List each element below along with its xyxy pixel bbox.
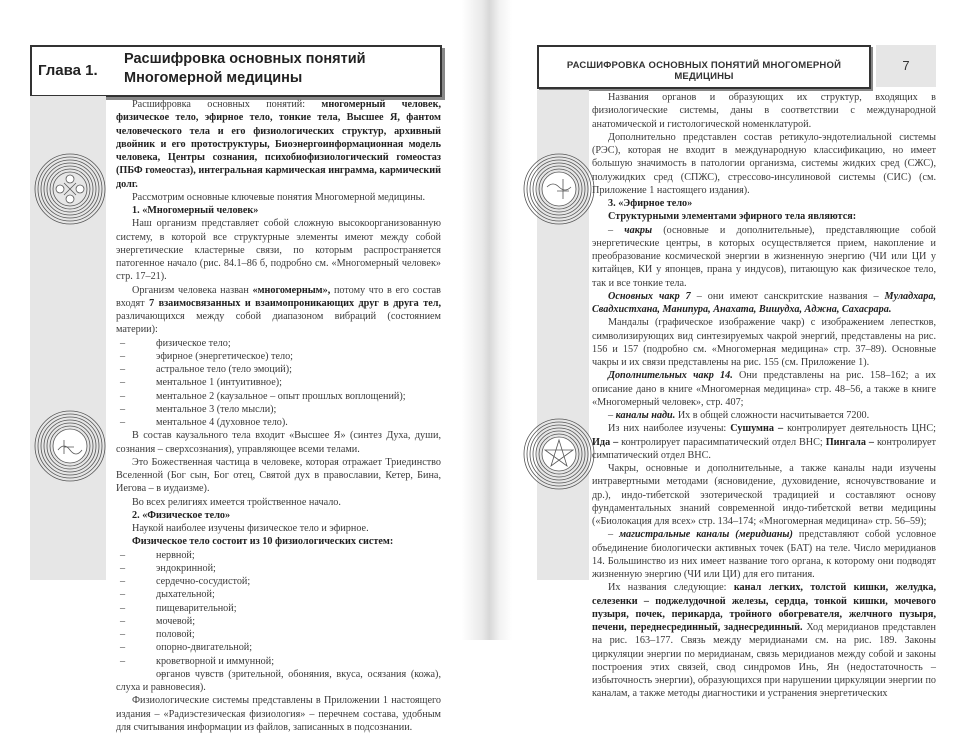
- text-run: Дополнительных чакр 14.: [608, 370, 733, 382]
- text-run: Сушумна –: [730, 423, 784, 435]
- text-run: пищеварительной;: [156, 602, 237, 614]
- text-run: ментальное 4 (духовное тело).: [156, 417, 288, 428]
- text-run: Они представлены на рис. 158–162; а их описание дано в книге «Многомерная медицина» стр. 48–56, а также в книге «Многомерный человек», стр. 407;: [592, 370, 936, 408]
- text-run: Это Божественная частица в человеке, которая отражает Триединство Вселенной (Бог сын, Бог отец, Святой дух в православии, Кетер, Бина, Иегова – в иудаизме).: [116, 456, 441, 495]
- text-run: Из них наиболее изучены:: [608, 423, 731, 435]
- text-run: Ида –: [592, 436, 619, 448]
- text-run: органов чувств (зрительной, обоняния, вкуса, осязания (кожа), слуха и равновесия).: [116, 668, 441, 693]
- text-run: сердечно-сосудистой;: [156, 576, 251, 587]
- paragraph: [116, 191, 441, 204]
- text-run: магистральные каналы (меридианы): [619, 529, 793, 541]
- paragraph: [592, 316, 936, 369]
- text-run: Рассмотрим основные ключевые понятия Многомерной медицины.: [132, 191, 426, 203]
- text-run: (основные и дополнительные), представляющие собой энергетические центры, в которых осуществляется прием, накопление и преобразование космической энергии в жизненную энергию (ЧИ или ЦИ у китайцев, КИ у японцев, прана у индусов), питающую как физическое тело, так и все тонкие тела.: [592, 224, 937, 289]
- text-run: «многомерным»,: [252, 284, 331, 296]
- list-item: [116, 655, 441, 668]
- paragraph: [592, 224, 936, 290]
- text-run: половой;: [156, 629, 195, 640]
- text-run: Муладхара, Свадхистхана, Манипура, Анахата, Вишудха, Аджна, Сахасрара.: [592, 290, 936, 315]
- left-body-text: [116, 98, 441, 734]
- page-number: 7: [876, 45, 936, 87]
- paragraph: [116, 217, 441, 283]
- text-run: нервной;: [156, 549, 195, 561]
- text-run: 2. «Физическое тело»: [132, 509, 231, 521]
- paragraph: [592, 528, 936, 581]
- text-run: Их в общей сложности насчитывается 7200.: [675, 410, 870, 421]
- text-run: дыхательной;: [156, 589, 215, 601]
- text-run: ментальное 3 (тело мысли);: [156, 403, 277, 415]
- paragraph: [116, 509, 441, 522]
- text-run: многомерный человек, физическое тело, эфирное тело, тонкие тела, Высшее Я, фантом человеческого тела и его физиологических структур, архивный двойник и его протоструктуры, Биоэнергоинформационная модель человека, Центры сознания, психобиофизиологический гомеостаз (ПБФ гомеостаз), интегральная кармическая инграмма, кармический долг.: [116, 99, 441, 190]
- text-run: ментальное 1 (интуитивное);: [156, 377, 283, 389]
- paragraph: [116, 204, 441, 217]
- chakra-mandala-icon: [523, 153, 595, 225]
- paragraph: [116, 284, 441, 337]
- text-run: эфирное (энергетическое) тело;: [156, 350, 294, 362]
- paragraph: [116, 522, 441, 535]
- paragraph: [592, 462, 936, 528]
- text-run: контролирует деятельность ЦНС;: [783, 423, 937, 435]
- text-run: Структурными элементами эфирного тела являются:: [608, 211, 857, 223]
- list-item: [116, 403, 441, 416]
- paragraph: [592, 422, 936, 462]
- text-run: Мандалы (графическое изображение чакр) с изображением лепестков, символизирующих вид синтезируемых чакрой энергий, представлены на рис. 156 и 157 (подробно см. «Многомерная медицина» стр. 37–89). Основные чакры и их связи представлены на рис. 155 (см. Приложение 1).: [592, 317, 936, 368]
- list-item: [116, 562, 441, 575]
- book-spine: [462, 0, 512, 640]
- text-run: Названия органов и образующих их структур, входящих в физиологические системы, даны в соответствии с международной анатомической и гистологической номенклатурой.: [592, 92, 936, 130]
- text-run: –: [608, 529, 620, 541]
- list-item: [116, 615, 441, 628]
- chapter-title-line2: Многомерной медицины: [124, 70, 303, 86]
- chapter-label: Глава 1.: [38, 62, 98, 79]
- text-run: 3. «Эфирное тело»: [608, 198, 693, 209]
- list-item: [116, 376, 441, 389]
- text-run: Пингала –: [825, 436, 875, 448]
- list-item: [116, 390, 441, 403]
- list-item: [116, 602, 441, 615]
- text-run: опорно-двигательной;: [156, 642, 253, 654]
- paragraph: [116, 694, 441, 734]
- text-run: кроветворной и иммунной;: [156, 655, 275, 667]
- text-run: Их названия следующие:: [608, 582, 734, 594]
- list-item: [116, 641, 441, 654]
- text-run: чакры: [624, 224, 653, 236]
- text-run: Наш организм представляет собой сложную высокоорганизованную систему, в которой все структурные элементы имеют между собой энергетические кластерные связи, по которым распространяется патогенное начало (рис. 84.1–86 б, подробно см. «Многомерный человек» стр. 17–21).: [116, 218, 441, 283]
- paragraph: [592, 210, 936, 223]
- paragraph: [592, 369, 936, 409]
- paragraph: [592, 91, 936, 131]
- chakra-mandala-icon: [34, 153, 106, 225]
- text-run: Организм человека назван: [132, 284, 253, 296]
- text-run: – они имеют санскритские названия –: [690, 290, 885, 302]
- chapter-title-line1: Расшифровка основных понятий: [124, 51, 366, 67]
- list-item: [116, 575, 441, 588]
- paragraph: [592, 197, 936, 210]
- paragraph: [116, 429, 441, 456]
- list-item: [116, 416, 441, 429]
- text-run: мочевой;: [156, 615, 196, 627]
- text-run: В состав каузального тела входит «Высшее Я» (синтез Духа, души, сознания – сверхсознания), управляющее всеми телами.: [116, 430, 441, 455]
- list-item: [116, 363, 441, 376]
- text-run: ментальное 2 (каузальное – опыт прошлых воплощений);: [156, 390, 406, 402]
- running-header: [537, 45, 871, 89]
- running-title: РАСШИФРОВКА ОСНОВНЫХ ПОНЯТИЙ МНОГОМЕРНОЙ МЕДИЦИНЫ: [566, 60, 842, 82]
- text-run: Расшифровка основных понятий:: [132, 99, 322, 110]
- chakra-mandala-icon: [523, 418, 595, 490]
- text-run: астральное тело (тело эмоций);: [156, 364, 292, 375]
- chapter-header: [30, 45, 442, 97]
- paragraph: [116, 98, 441, 191]
- paragraph: [592, 131, 936, 197]
- paragraph: [116, 456, 441, 496]
- list-item: [116, 337, 441, 350]
- text-run: Физическое тело состоит из 10 физиологических систем:: [132, 536, 394, 548]
- paragraph: [592, 581, 936, 700]
- list-item: [116, 628, 441, 641]
- text-run: канал легких, толстой кишки, желудка, селезенки – поджелудочной железы, сердца, тонкой кишки, мочевого пузыря, почек, перикарда, тройного обогревателя, желчного пузыря, печени, переднесрединный, заднесрединный.: [592, 582, 936, 633]
- paragraph: [592, 409, 936, 422]
- text-run: Основных чакр 7: [608, 290, 691, 302]
- list-item: [116, 549, 441, 562]
- text-run: Наукой наиболее изучены физическое тело и эфирное.: [132, 523, 369, 534]
- text-run: эндокринной;: [156, 562, 216, 574]
- text-run: каналы нади.: [615, 410, 676, 421]
- text-run: Во всех религиях имеется тройственное начало.: [132, 496, 341, 508]
- text-run: 1. «Многомерный человек»: [132, 205, 259, 216]
- list-item: [116, 668, 441, 695]
- list-item: [116, 350, 441, 363]
- text-run: Чакры, основные и дополнительные, а также каналы нади изучены интравертными методами (ясновидение, духовидение, ясночувствование и др.), индо-тибетской эзотерической традицией и составляют основу фундаментальных знаний современной индо-тибетской ветви медицины («Биолокация для всех» стр. 134–174; «Многомерная медицина» стр. 56–59);: [592, 463, 936, 527]
- text-run: Физиологические системы представлены в Приложении 1 настоящего издания – «Радиэстезическая физиология» – перечнем состава, удобным для считывания информации из файлов, записанных в подсознании.: [116, 695, 441, 733]
- chakra-mandala-icon: [34, 410, 106, 482]
- text-run: –: [608, 410, 616, 421]
- paragraph: [116, 496, 441, 509]
- chapter-title: [124, 50, 366, 88]
- text-run: Дополнительно представлен состав ретикуло-эндотелиальной системы (РЭС), которая не входит в международную классификацию, но имеет большую значимость в патологии организма, системы жидких сред (СЖС), полужидких сред (СПЖС), стрессово-инсулиновой системы (СИС) (см. Приложение 1 настоящего издания).: [592, 131, 936, 196]
- text-run: Ход меридианов представлен на рис. 163–177. Связь между меридианами см. на рис. 189. Законы циркуляции энергии по меридианам, связь меридианов между собой и законы построения этих связей, свод синдромов Инь, Ян (недостаточность – избыточность энергии), образующихся при нарушении циркуляции энергии по каналам, а также методы диагностики и устранения энергетических: [592, 622, 937, 700]
- text-run: контролирует парасимпатический отдел ВНС;: [618, 436, 826, 448]
- paragraph: [116, 535, 441, 548]
- text-run: различающихся между собой диапазоном вибраций (состоянием материи):: [116, 311, 441, 336]
- text-run: представляют собой условное объединение биологически активных точек (БАТ) на теле. Число меридианов 14. Большинство из них имеет название того органа, к которому они подводят жизненную энергию (ЧИ или ЦИ) для его питания.: [592, 529, 936, 580]
- text-run: контролирует симпатический отдел ВНС.: [592, 436, 937, 461]
- text-run: потому что в его состав входят: [116, 284, 441, 309]
- right-body-text: [592, 91, 936, 701]
- text-run: 7 взаимосвязанных и взаимопроникающих друг в друга тел,: [149, 297, 441, 309]
- text-run: физическое тело;: [156, 337, 231, 349]
- list-item: [116, 588, 441, 601]
- text-run: –: [608, 224, 625, 236]
- paragraph: [592, 290, 936, 317]
